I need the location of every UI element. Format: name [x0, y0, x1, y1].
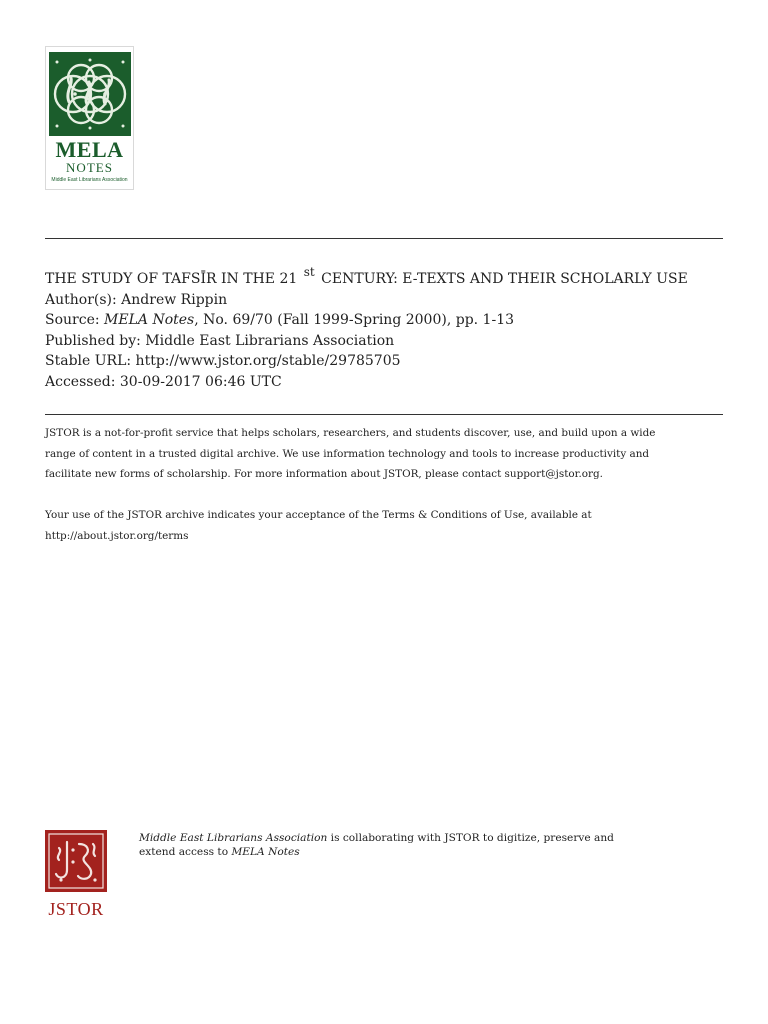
jstor-notice	[45, 423, 735, 546]
notice-line-1: JSTOR is a not-for-profit service that helps scholars, researchers, and students discover, use, and build upon a wide	[45, 427, 656, 439]
citation-block	[45, 265, 735, 393]
logo-organization: Middle East Librarians Association	[51, 177, 128, 183]
source-journal: MELA Notes	[104, 312, 195, 329]
publisher-name: Middle East Librarians Association	[145, 332, 395, 349]
terms-line: Your use of the JSTOR archive indicates your acceptance of the Terms & Conditions of Use, available at	[45, 509, 592, 521]
stable-url-line: Stable URL: http://www.jstor.org/stable/29785705	[45, 353, 401, 370]
source-line: Source: MELA Notes, No. 69/70 (Fall 1999-Spring 2000), pp. 1-13	[45, 312, 515, 329]
middle-divider	[45, 414, 723, 415]
top-divider	[45, 238, 723, 239]
notice-line-2: range of content in a trusted digital archive. We use information technology and tools to increase productivity and	[45, 447, 650, 460]
author-line: Author(s): Andrew Rippin	[45, 291, 228, 308]
stable-url-link[interactable]: http://www.jstor.org/stable/29785705	[135, 353, 401, 370]
logo-title: MELA	[55, 137, 124, 162]
accessed-date: 30-09-2017 06:46 UTC	[119, 373, 282, 390]
logo-subtitle: NOTES	[66, 160, 113, 175]
author-name: Andrew Rippin	[121, 291, 228, 308]
collaboration-statement	[139, 832, 699, 859]
collab-line-1: Middle East Librarians Association is collaborating with JSTOR to digitize, preserve and	[139, 832, 614, 844]
mela-ornament-icon	[49, 52, 131, 136]
mela-notes-logo	[45, 46, 134, 190]
publisher-line: Published by: Middle East Librarians Association	[45, 332, 395, 349]
terms-url-link[interactable]: http://about.jstor.org/terms	[45, 529, 189, 542]
notice-line-3: facilitate new forms of scholarship. For more information about JSTOR, please contact support@jstor.org.	[45, 468, 603, 480]
accessed-line: Accessed: 30-09-2017 06:46 UTC	[45, 373, 282, 390]
article-title: THE STUDY OF TAFSĪR IN THE 21 $^{st}$ CENTURY: E-TEXTS AND THEIR SCHOLARLY USE	[45, 265, 688, 287]
collab-line-2: extend access to MELA Notes	[139, 845, 300, 858]
jstor-logo-icon	[45, 830, 107, 892]
jstor-wordmark: JSTOR	[48, 899, 104, 919]
